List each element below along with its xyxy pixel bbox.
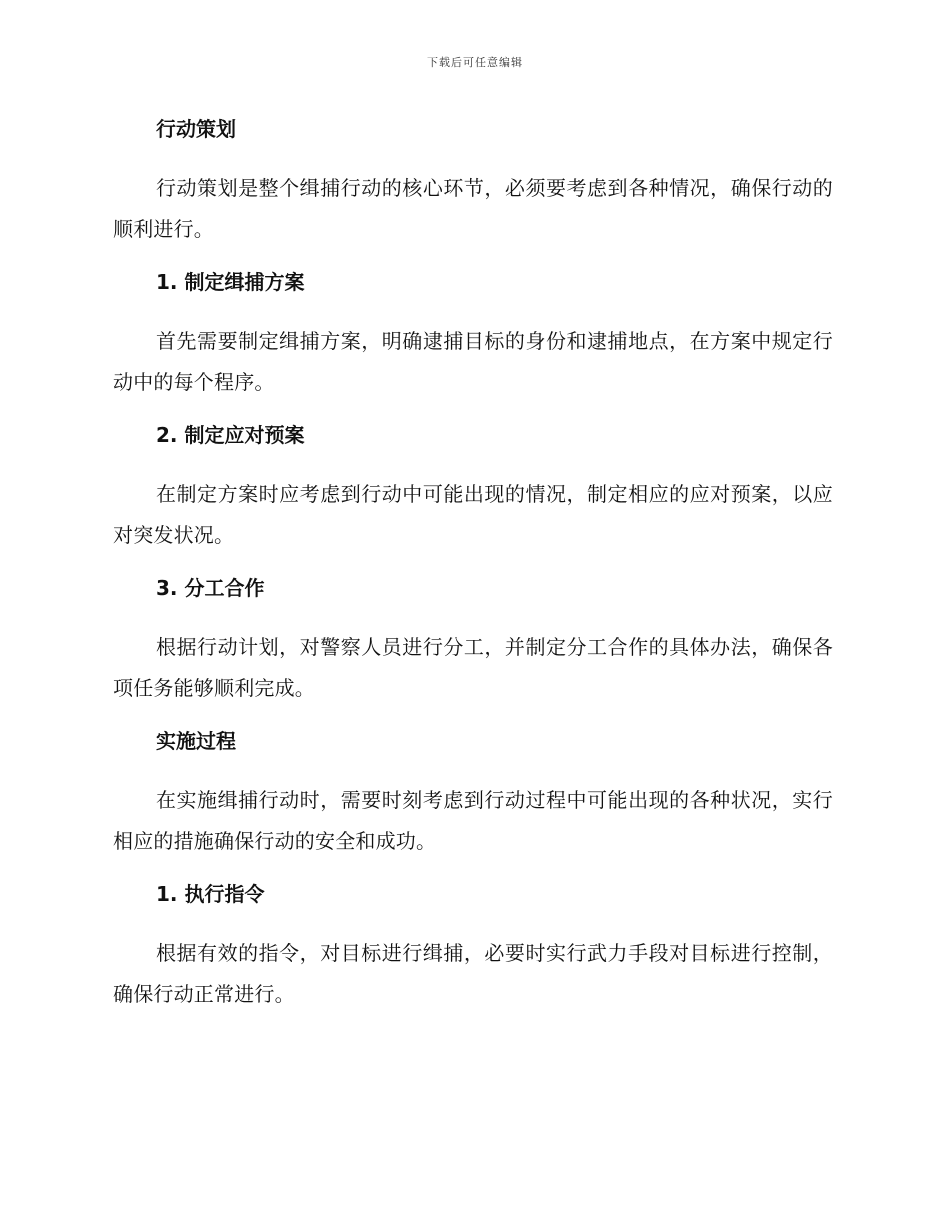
document-body: [113, 110, 833, 1015]
paragraph-implementation-intro: 在实施缉捕行动时，需要时刻考虑到行动过程中可能出现的各种状况，实行相应的措施确保行动的安全和成功。: [113, 788, 833, 853]
subheading-capture-plan: 1. 制定缉捕方案: [156, 270, 305, 294]
section-heading-plan: 行动策划: [156, 117, 236, 141]
section-heading-implementation: 实施过程: [156, 729, 236, 753]
paragraph-division-of-labor: 根据行动计划，对警察人员进行分工，并制定分工合作的具体办法，确保各项任务能够顺利完成。: [113, 635, 833, 700]
subheading-contingency-plan: 2. 制定应对预案: [156, 423, 305, 447]
paragraph-execute-orders: 根据有效的指令，对目标进行缉捕，必要时实行武力手段对目标进行控制，确保行动正常进行。: [113, 941, 833, 1006]
paragraph-capture-plan: 首先需要制定缉捕方案，明确逮捕目标的身份和逮捕地点，在方案中规定行动中的每个程序。: [113, 329, 833, 394]
subheading-division-of-labor: 3. 分工合作: [156, 576, 265, 600]
paragraph-contingency-plan: 在制定方案时应考虑到行动中可能出现的情况，制定相应的应对预案，以应对突发状况。: [113, 482, 833, 547]
subheading-execute-orders: 1. 执行指令: [156, 882, 265, 906]
paragraph-plan-intro: 行动策划是整个缉捕行动的核心环节，必须要考虑到各种情况，确保行动的顺利进行。: [113, 176, 833, 241]
page-header-note: 下载后可任意编辑: [427, 56, 523, 69]
